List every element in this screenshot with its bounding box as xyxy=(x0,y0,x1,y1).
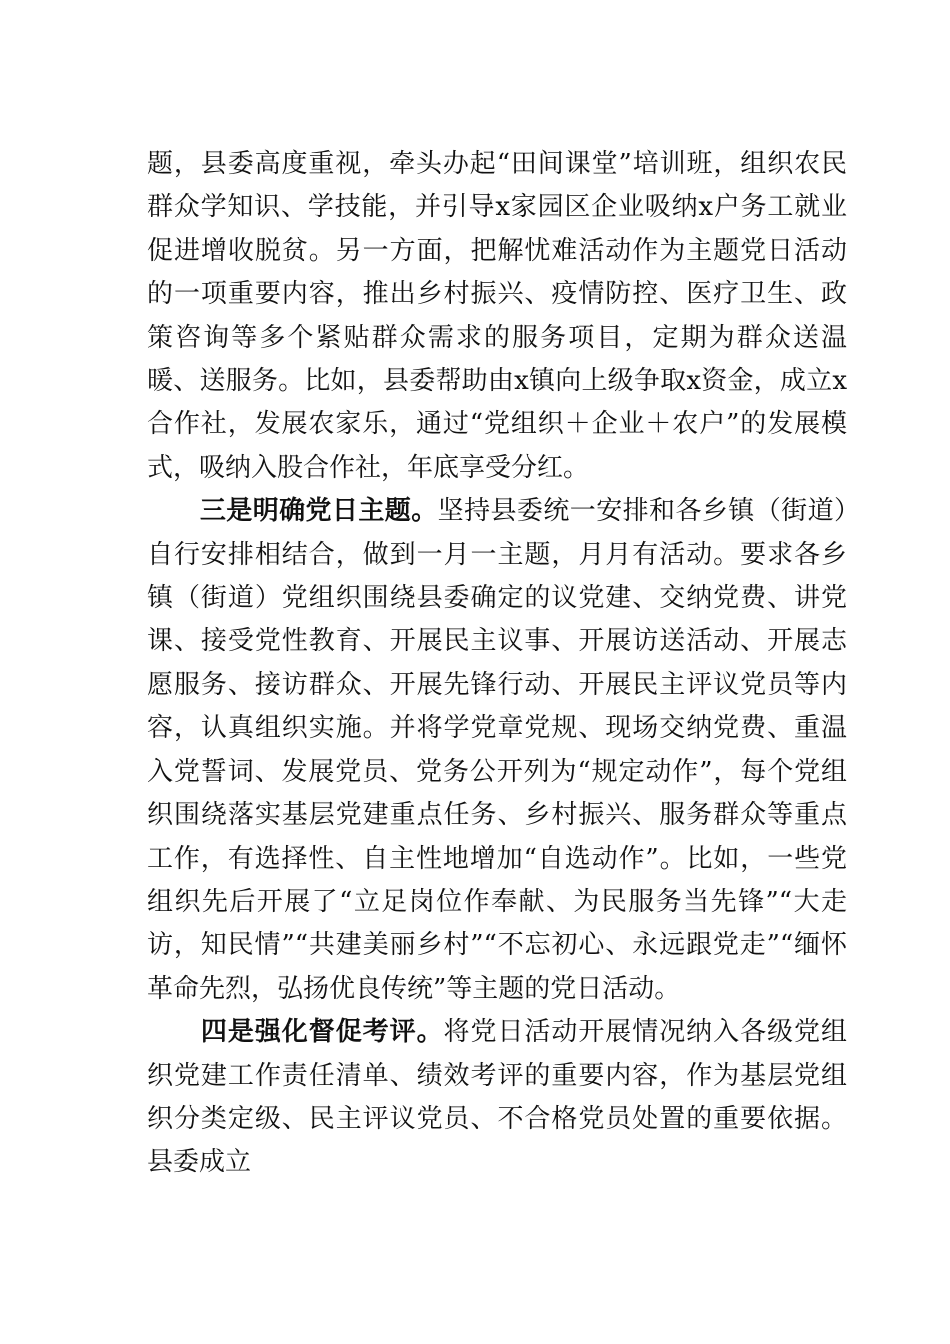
paragraph-continuation xyxy=(147,143,847,490)
paragraph-text: 坚持县委统一安排和各乡镇（街道）自行安排相结合，做到一月一主题，月月有活动。要求各乡镇（街道）党组织围绕县委确定的议党建、交纳党费、讲党课、接受党性教育、开展民主议事、开展访送活动、开展志愿服务、接访群众、开展先锋行动、开展民主评议党员等内容，认真组织实施。并将学党章党规、现场交纳党费、重温入党誓词、发展党员、党务公开列为“规定动作”，每个党组织围绕落实基层党建重点任务、乡村振兴、服务群众等重点工作，有选择性、自主性地增加“自选动作”。比如，一些党组织先后开展了“立足岗位作奉献、为民服务当先锋”“大走访，知民情”“共建美丽乡村”“不忘初心、永远跟党走”“缅怀革命先烈，弘扬优良传统”等主题的党日活动。 xyxy=(147,496,847,1004)
paragraph-text: 将党日活动开展情况纳入各级党组织党建工作责任清单、绩效考评的重要内容，作为基层党组织分类定级、民主评议党员、不合格党员处置的重要依据。县委成立 xyxy=(147,1017,847,1178)
paragraph-text: 题，县委高度重视，牵头办起“田间课堂”培训班，组织农民群众学知识、学技能，并引导x家园区企业吸纳x户务工就业促进增收脱贫。另一方面，把解忧难活动作为主题党日活动的一项重要内容，推出乡村振兴、疫情防控、医疗卫生、政策咨询等多个紧贴群众需求的服务项目，定期为群众送温暖、送服务。比如，县委帮助由x镇向上级争取x资金，成立x合作社，发展农家乐，通过“党组织＋企业＋农户”的发展模式，吸纳入股合作社，年底享受分红。 xyxy=(147,149,847,483)
paragraph-heading: 四是强化督促考评。 xyxy=(147,1017,444,1048)
paragraph-theme xyxy=(147,490,847,1011)
document-body xyxy=(147,143,847,1185)
paragraph-supervision xyxy=(147,1011,847,1185)
paragraph-heading: 三是明确党日主题。 xyxy=(147,496,438,527)
